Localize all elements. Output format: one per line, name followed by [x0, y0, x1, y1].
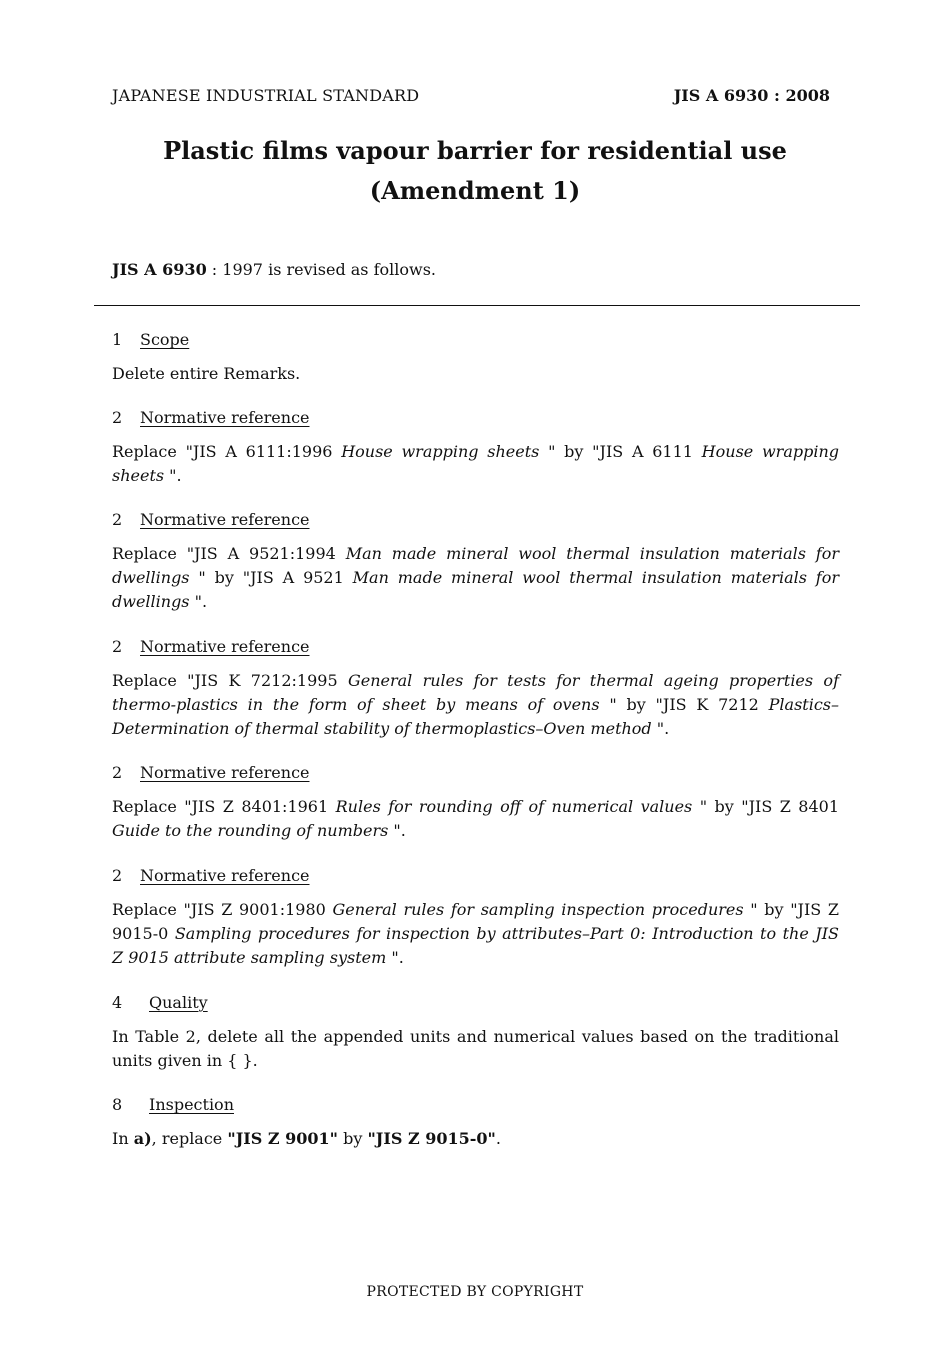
old-title: General rules for tests for thermal ageing properties of thermo-plastics in the form of sheet by means of ovens — [112, 671, 839, 714]
section-heading-normative-reference — [112, 510, 310, 529]
text-run: ". — [386, 948, 404, 967]
section-number: 2 — [112, 763, 123, 782]
section-heading-normative-reference — [112, 763, 310, 782]
quality-paragraph: In Table 2, delete all the appended units and numerical values based on the traditional units given in { }. — [112, 1027, 839, 1070]
text-run: , replace — [151, 1129, 228, 1148]
text-run: . — [495, 1129, 501, 1148]
text-run: Replace "JIS K 7212:1995 — [112, 671, 348, 690]
normative-reference-paragraph — [112, 669, 839, 741]
normative-reference-paragraph — [112, 795, 839, 843]
section-label: Normative reference — [140, 866, 310, 885]
new-title: Man made mineral wool thermal insulation materials for dwellings — [112, 568, 840, 611]
section-label: Normative reference — [140, 408, 310, 427]
new-title: Guide to the rounding of numbers — [112, 821, 389, 840]
text-run: Replace "JIS A 6111:1996 — [112, 442, 342, 461]
new-title: Sampling procedures for inspection by attributes–Part 0: Introduction to the JIS Z 9015 attribute sampling system — [112, 924, 840, 967]
text-run: Replace "JIS Z 8401:1961 — [112, 797, 336, 816]
copyright-footer: PROTECTED BY COPYRIGHT — [366, 1284, 584, 1300]
divider — [94, 305, 860, 306]
text-run: In — [112, 1129, 134, 1148]
text-run: by — [338, 1129, 368, 1148]
text-run: " by "JIS A 9521 — [189, 568, 353, 587]
header-standard-number: JIS A 6930 : 2008 — [673, 86, 830, 105]
new-standard: "JIS Z 9015-0" — [367, 1129, 496, 1148]
section-number: 2 — [112, 637, 123, 656]
normative-reference-paragraph — [112, 898, 839, 970]
inspection-paragraph — [112, 1127, 839, 1151]
revision-intro-code: JIS A 6930 — [112, 260, 207, 279]
section-label: Inspection — [149, 1095, 234, 1114]
section-heading-normative-reference — [112, 637, 310, 656]
text-run: ". — [388, 821, 406, 840]
section-number: 8 — [112, 1095, 123, 1114]
document-subtitle: (Amendment 1) — [369, 176, 581, 205]
scope-paragraph: Delete entire Remarks. — [112, 364, 301, 383]
text-run: " by "JIS Z 8401 — [692, 797, 840, 816]
section-heading-inspection — [112, 1095, 234, 1114]
normative-reference-paragraph — [112, 542, 839, 614]
section-number: 2 — [112, 408, 123, 427]
old-title: Rules for rounding off of numerical values — [335, 797, 693, 816]
text-run: Replace "JIS Z 9001:1980 — [112, 900, 333, 919]
text-run: Replace "JIS A 9521:1994 — [112, 544, 346, 563]
item-reference: a) — [133, 1129, 152, 1148]
old-title: General rules for sampling inspection procedures — [332, 900, 744, 919]
old-standard: "JIS Z 9001" — [227, 1129, 338, 1148]
section-label: Normative reference — [140, 763, 310, 782]
normative-reference-paragraph — [112, 440, 839, 488]
text-run: ". — [189, 592, 208, 611]
old-title: Man made mineral wool thermal insulation materials for dwellings — [112, 544, 840, 587]
revision-intro-text: : 1997 is revised as follows. — [206, 260, 437, 279]
section-heading-normative-reference — [112, 866, 310, 885]
header-standard-name: JAPANESE INDUSTRIAL STANDARD — [112, 86, 420, 105]
section-label: Normative reference — [140, 637, 310, 656]
text-run: " by "JIS Z 9015-0 — [112, 900, 840, 943]
section-number: 2 — [112, 510, 123, 529]
section-label: Scope — [140, 330, 190, 349]
revision-intro — [112, 260, 436, 279]
old-title: House wrapping sheets — [341, 442, 540, 461]
document-title: Plastic films vapour barrier for residential use — [163, 136, 787, 165]
new-title: House wrapping sheets — [112, 442, 839, 485]
text-run: " by "JIS K 7212 — [599, 695, 769, 714]
section-number: 4 — [112, 993, 123, 1012]
section-label: Normative reference — [140, 510, 310, 529]
new-title: Plastics–Determination of thermal stability of thermoplastics–Oven method — [112, 695, 839, 738]
section-number: 2 — [112, 866, 123, 885]
section-label: Quality — [149, 993, 208, 1012]
section-heading-normative-reference — [112, 408, 310, 427]
text-run: ". — [651, 719, 670, 738]
text-run: " by "JIS A 6111 — [539, 442, 702, 461]
text-run: ". — [164, 466, 182, 485]
section-heading-quality — [112, 993, 208, 1012]
section-number: 1 — [112, 330, 123, 349]
section-heading-scope — [112, 330, 189, 349]
